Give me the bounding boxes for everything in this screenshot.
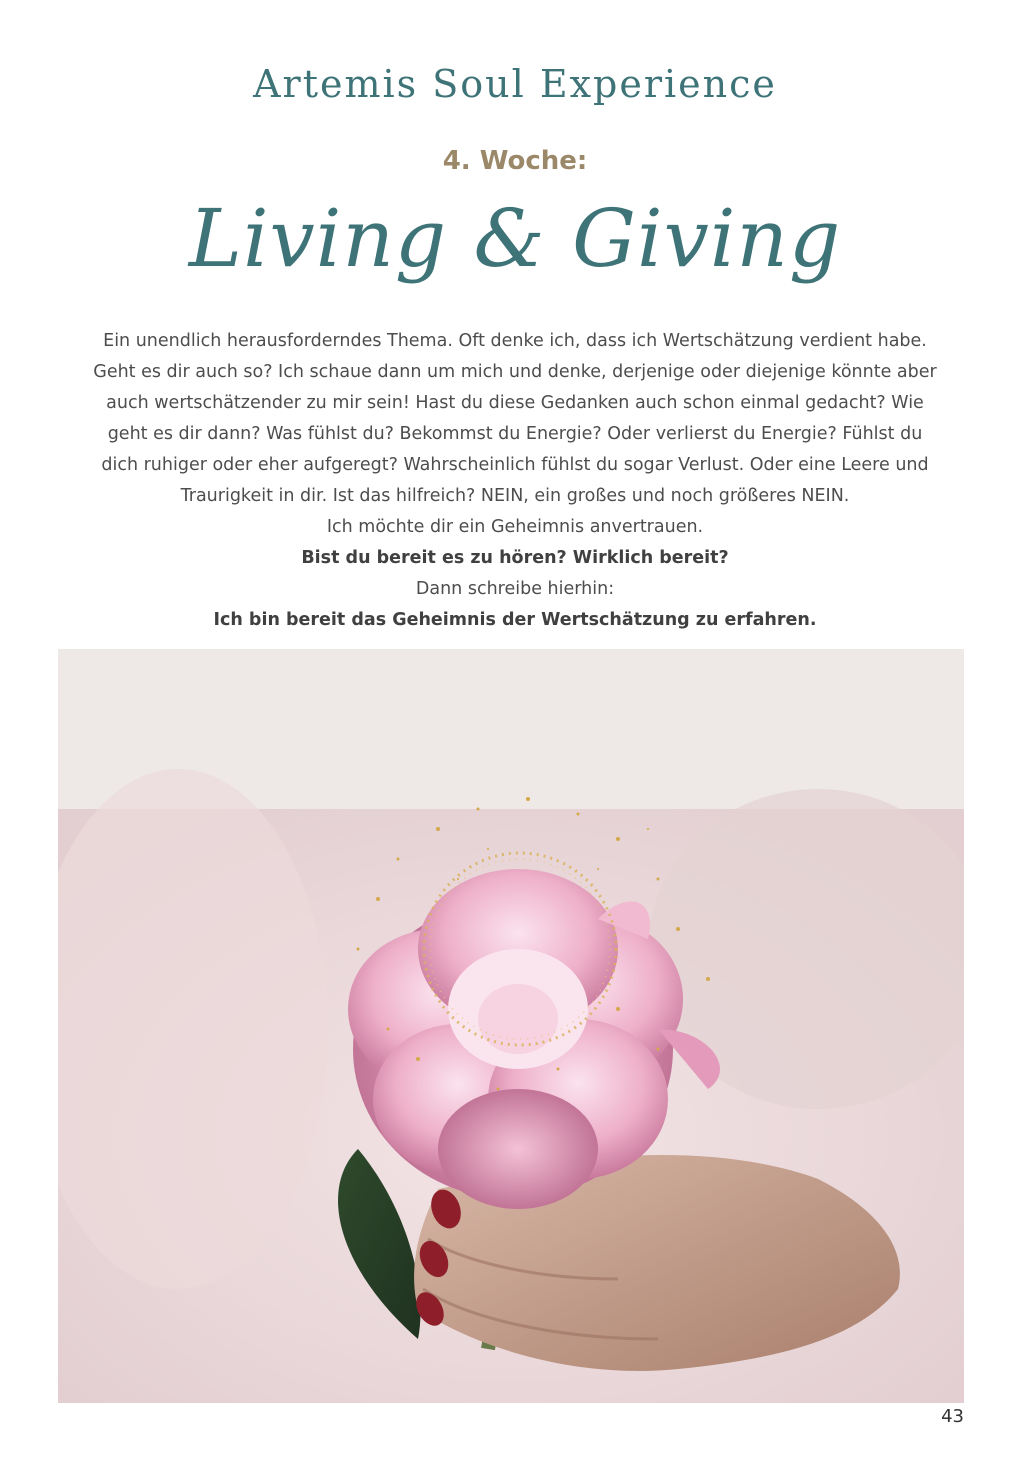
body-text [70,326,960,636]
body-line: Ein unendlich herausforderndes Thema. Oft denke ich, dass ich Wertschätzung verdient habe. [103,331,927,351]
page-number: 43 [941,1406,964,1427]
peony-photo [58,649,964,1403]
question-line: Bist du bereit es zu hören? Wirklich bereit? [301,548,729,568]
week-label: 4. Woche: [442,146,588,176]
chapter-title: Living & Giving [188,192,842,285]
header-title: Artemis Soul Experience [253,62,777,106]
body-line: Geht es dir auch so? Ich schaue dann um mich und denke, derjenige oder diejenige könnte aber [93,362,937,382]
body-line: geht es dir dann? Was fühlst du? Bekommst du Energie? Oder verlierst du Energie? Fühlst du [107,424,923,444]
instruction-line: Dann schreibe hierhin: [415,579,615,599]
body-line: Traurigkeit in dir. Ist das hilfreich? NEIN, ein großes und noch größeres NEIN. [180,486,850,506]
affirmation-line: Ich bin bereit das Geheimnis der Wertschätzung zu erfahren. [213,610,817,630]
peony-illustration [58,649,964,1403]
body-line: Ich möchte dir ein Geheimnis anvertrauen. [326,517,704,537]
body-line: dich ruhiger oder eher aufgeregt? Wahrscheinlich fühlst du sogar Verlust. Oder eine Leere und [101,455,929,475]
body-line: auch wertschätzender zu mir sein! Hast du diese Gedanken auch schon einmal gedacht? Wie [106,393,924,413]
